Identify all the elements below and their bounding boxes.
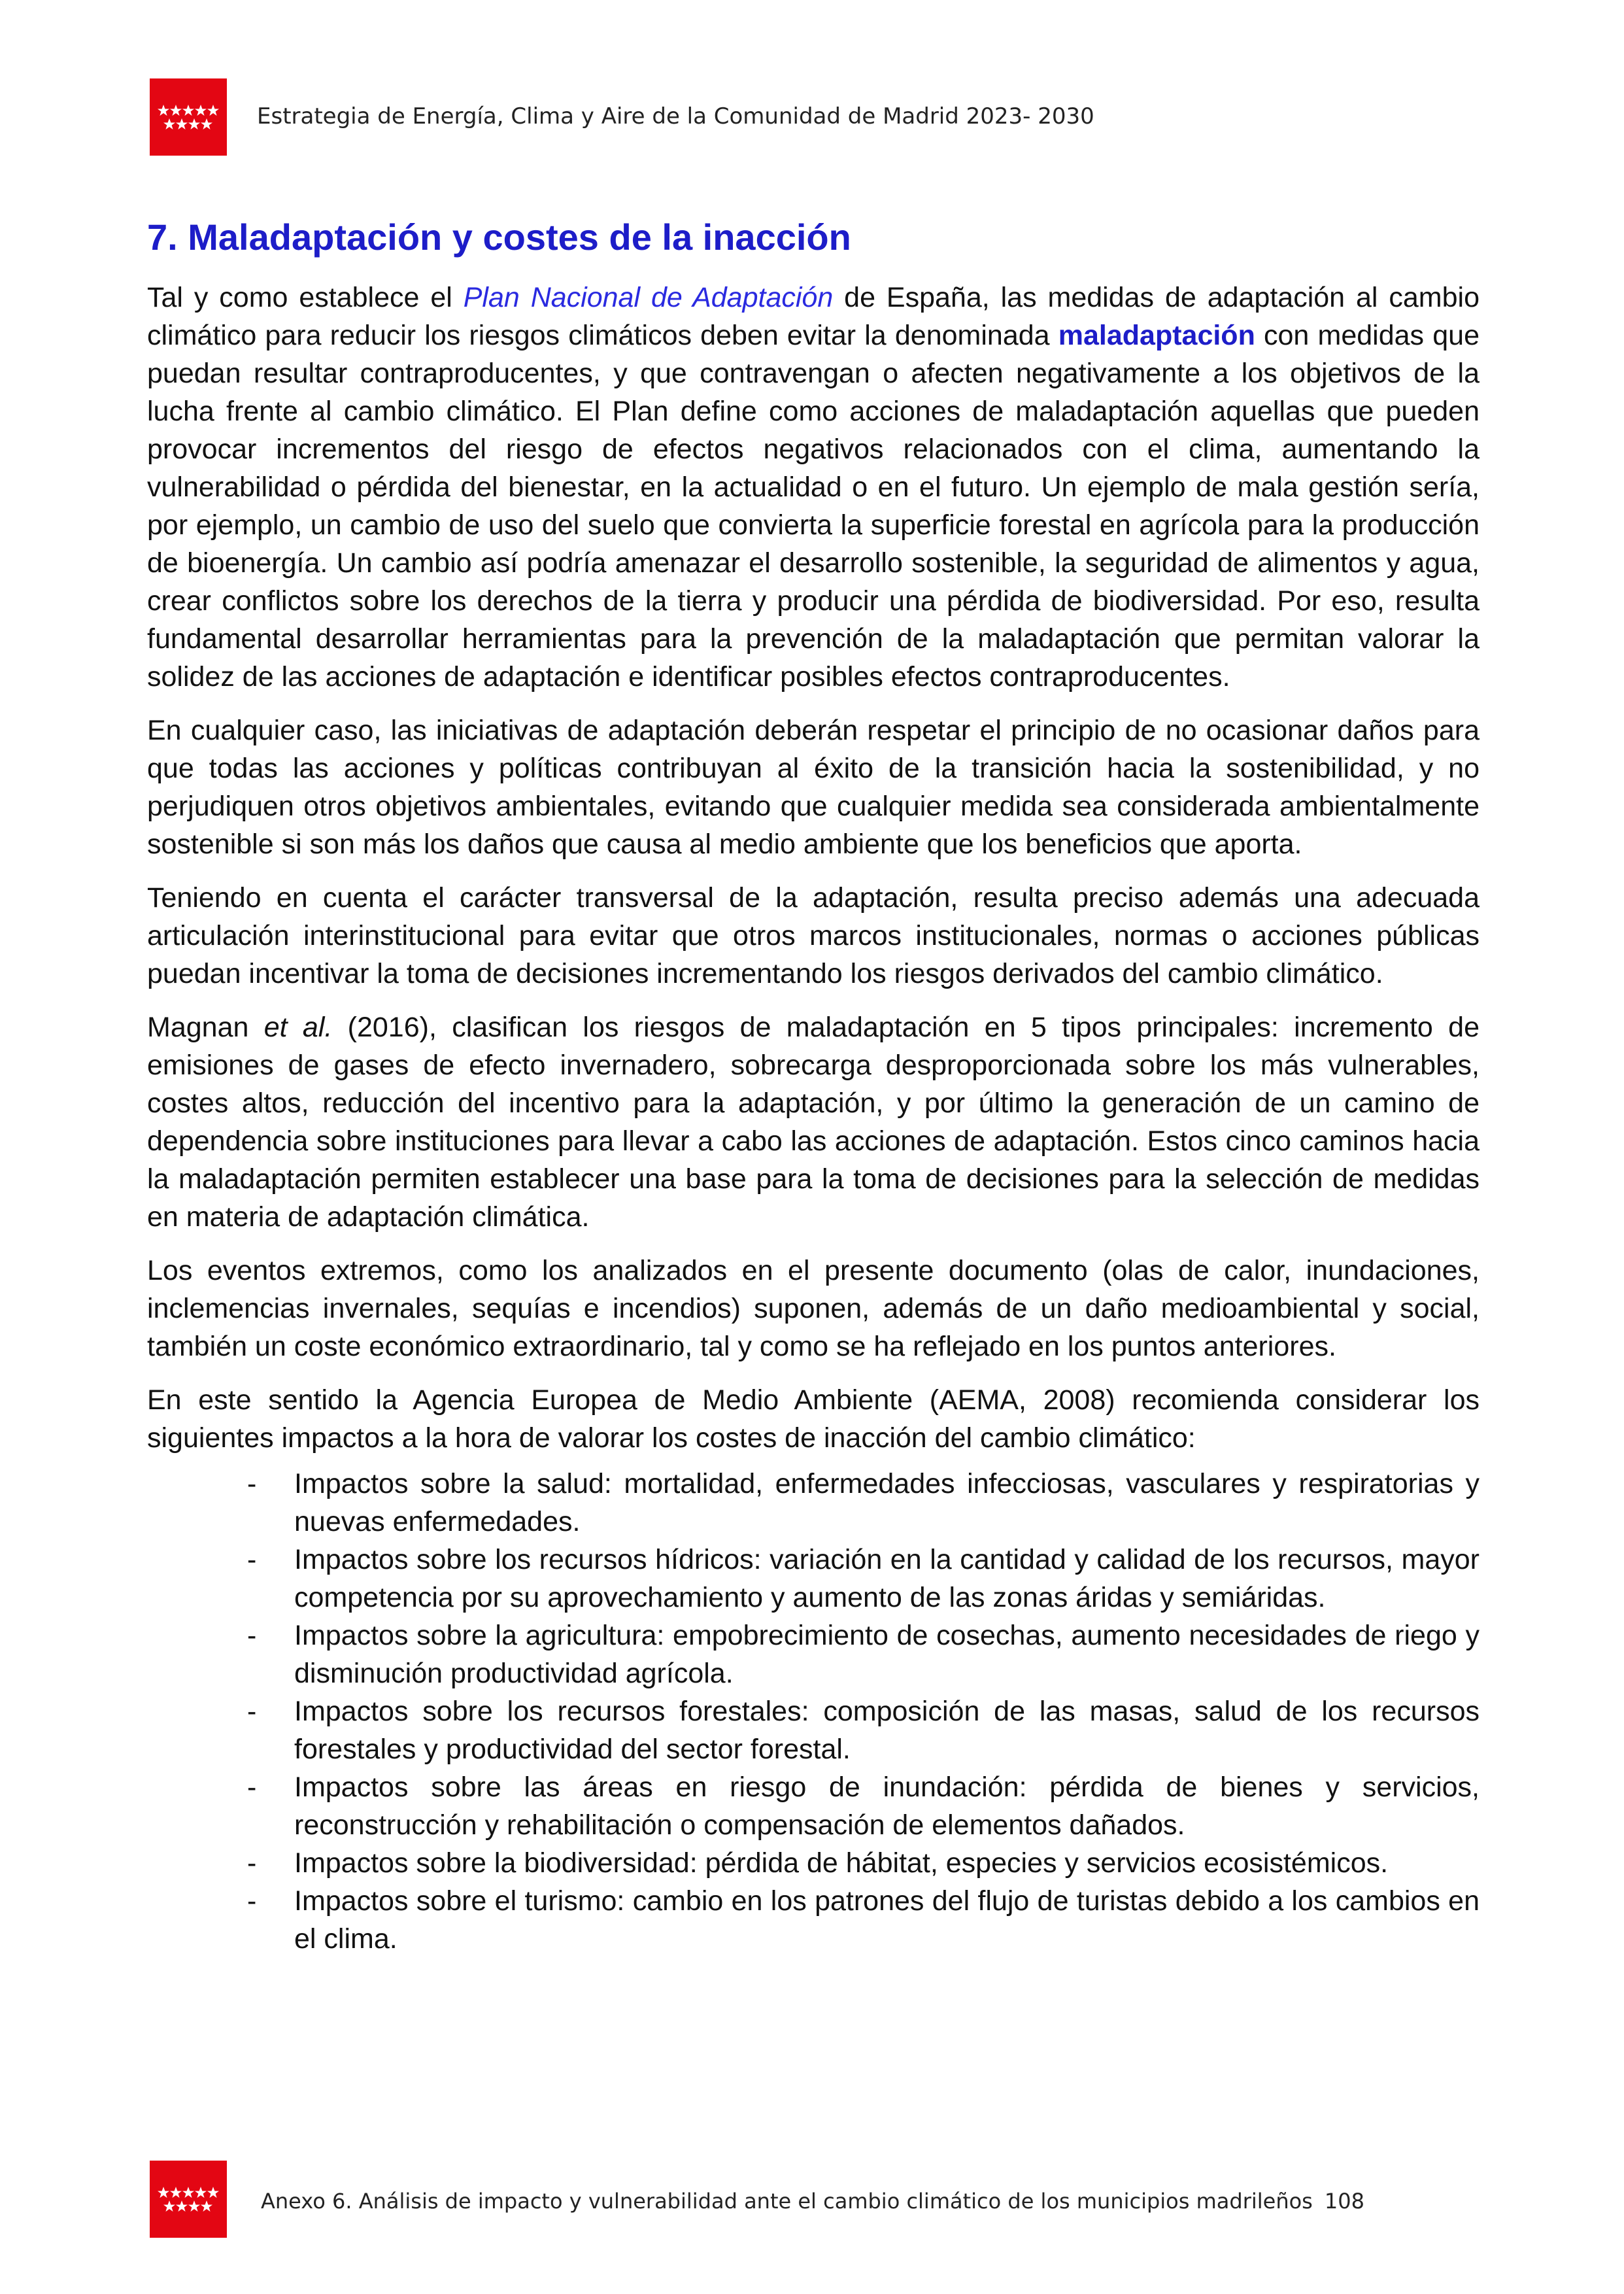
list-item [247,1768,1480,1844]
impacts-list [147,1465,1480,1958]
bullet-dash: - [247,1885,257,1917]
paragraph-articulacion: Teniendo en cuenta el carácter transversal de la adaptación, resulta preciso además una adecuada articulación interinstitucional para evitar que otros marcos institucionales, normas o acciones públicas puedan incentivar la toma de decisiones incrementando los riesgos derivados del cambio climático. [147,882,1480,989]
maladaptacion-term: maladaptación [1058,320,1255,351]
paragraph-text: con medidas que puedan resultar contraproducentes, y que contravengan o afecten negativamente a los objetivos de la lucha frente al cambio climático. El Plan define como acciones de maladaptación aquellas que pueden provocar incrementos del riesgo de efectos negativos relacionados con el clima, aumentando la vulnerabilidad o pérdida del bienestar, en la actualidad o en el futuro. Un ejemplo de mala gestión sería, por ejemplo, un cambio de uso del suelo que convierta la superficie forestal en agrícola para la producción de bioenergía. Un cambio así podría amenazar el desarrollo sostenible, la seguridad de alimentos y agua, crear conflictos sobre los derechos de la tierra y producir una pérdida de biodiversidad. Por eso, resulta fundamental desarrollar herramientas para la prevención de la maladaptación que permitan valorar la solidez de las acciones de adaptación e identificar posibles efectos contraproducentes. [147,320,1480,693]
list-item [247,1882,1480,1958]
list-item-text: Impactos sobre los recursos hídricos: variación en la cantidad y calidad de los recursos, mayor competencia por su aprovechamiento y aumento de las zonas áridas y semiáridas. [294,1544,1480,1613]
list-item [247,1541,1480,1617]
list-item-text: Impactos sobre las áreas en riesgo de inundación: pérdida de bienes y servicios, reconstrucción y rehabilitación o compensación de elementos dañados. [294,1772,1480,1841]
author-name: Magnan [147,1012,264,1043]
paragraph-text: de España, las medidas de adaptación al cambio climático para reducir los riesgos climáticos deben evitar la denominada [147,282,1480,351]
paragraph-eventos-extremos: Los eventos extremos, como los analizados en el presente documento (olas de calor, inundaciones, inclemencias invernales, sequías e incendios) suponen, además de un daño medioambiental y social, también un coste económico extraordinario, tal y como se ha reflejado en los puntos anteriores. [147,1255,1480,1362]
footer-title: Anexo 6. Análisis de impacto y vulnerabilidad ante el cambio climático de los municipios madrileños [261,2189,1313,2214]
plan-nacional-link[interactable]: Plan Nacional de Adaptación [463,282,834,313]
paragraph-text: (2016), clasifican los riesgos de maladaptación en 5 tipos principales: incremento de emisiones de gases de efecto invernadero, sobrecarga desproporcionada sobre los más vulnerables, costes altos, reducción del incentivo para la adaptación, y por último la generación de un camino de dependencia sobre instituciones para llevar a cabo las acciones de adaptación. Estos cinco caminos hacia la maladaptación permiten establecer una base para la toma de decisiones para la selección de medidas en materia de adaptación climática. [147,1012,1480,1233]
bullet-dash: - [247,1772,257,1803]
bullet-dash: - [247,1468,257,1499]
bullet-dash: - [247,1696,257,1727]
paragraph-principio-no-danos: En cualquier caso, las iniciativas de adaptación deberán respetar el principio de no ocasionar daños para que todas las acciones y políticas contribuyan al éxito de la transición hacia la sostenibilidad, y no perjudiquen otros objetivos ambientales, evitando que cualquier medida sea considerada ambientalmente sostenible si son más los daños que causa al medio ambiente que los beneficios que aporta. [147,715,1480,860]
paragraph-magnan [147,1008,1480,1236]
paragraph-aema: En este sentido la Agencia Europea de Medio Ambiente (AEMA, 2008) recomienda considerar los siguientes impactos a la hora de valorar los costes de inacción del cambio climático: [147,1384,1480,1454]
bullet-dash: - [247,1620,257,1651]
list-item [247,1692,1480,1768]
list-item-text: Impactos sobre la agricultura: empobrecimiento de cosechas, aumento necesidades de riego y disminución productividad agrícola. [294,1620,1480,1689]
document-header-title: Estrategia de Energía, Clima y Aire de la Comunidad de Madrid 2023- 2030 [257,103,1094,129]
page-number: 108 [1324,2189,1364,2214]
section-heading: 7. Maladaptación y costes de la inacción [147,216,851,258]
list-item-text: Impactos sobre la biodiversidad: pérdida de hábitat, especies y servicios ecosistémicos. [294,1847,1389,1879]
comunidad-madrid-logo-icon [150,78,227,156]
list-item-text: Impactos sobre los recursos forestales: composición de las masas, salud de los recursos forestales y productividad del sector forestal. [294,1696,1480,1765]
bullet-dash: - [247,1847,257,1879]
list-item-text: Impactos sobre el turismo: cambio en los patrones del flujo de turistas debido a los cambios en el clima. [294,1885,1480,1955]
paragraph-text: Tal y como establece el [147,282,464,313]
list-item [247,1465,1480,1541]
document-footer [261,2189,1364,2214]
comunidad-madrid-logo-icon [150,2161,227,2238]
list-item [247,1844,1480,1882]
list-item [247,1617,1480,1692]
bullet-dash: - [247,1544,257,1575]
paragraph-plan-nacional [147,279,1480,696]
et-al: et al. [263,1012,333,1043]
list-item-text: Impactos sobre la salud: mortalidad, enfermedades infecciosas, vasculares y respiratorias y nuevas enfermedades. [294,1468,1480,1537]
document-body [147,216,1480,1958]
